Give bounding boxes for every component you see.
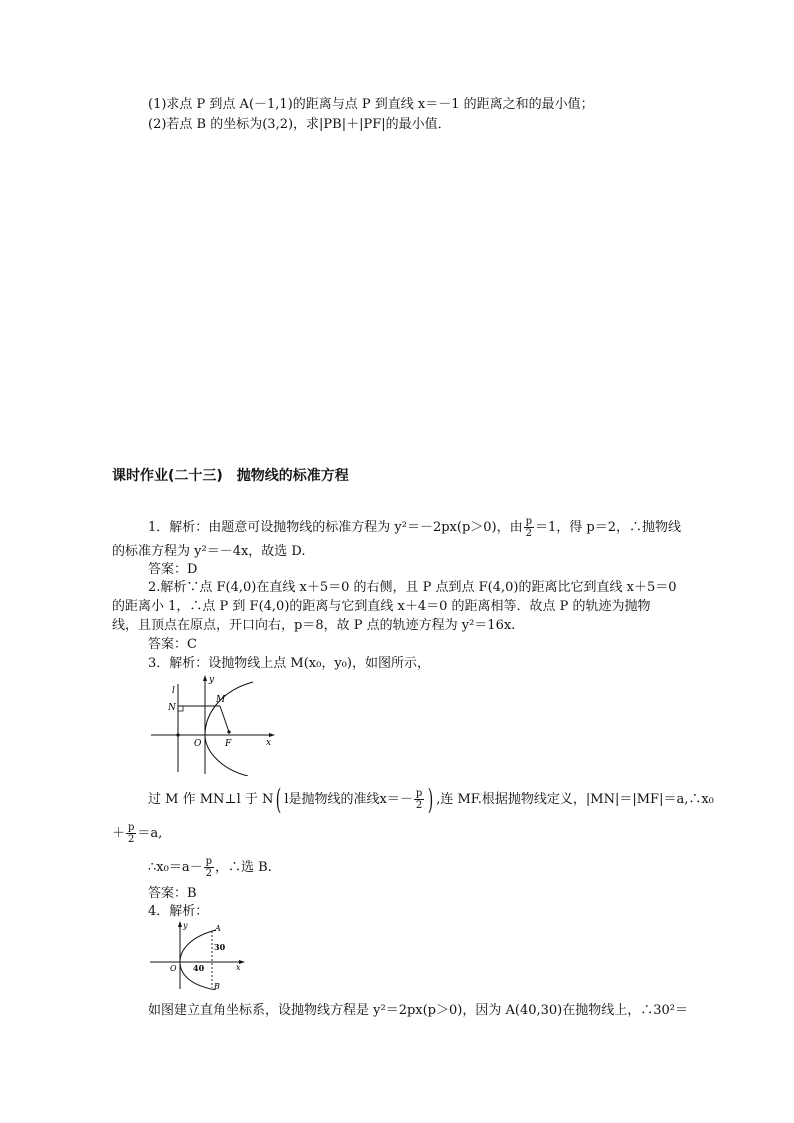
label-x: x bbox=[266, 738, 272, 748]
solution-4-bottom-line: 如图建立直角坐标系，设抛物线方程是 y²＝2px(p＞0)，因为 A(40,30)在抛物线上，∴30²＝ bbox=[148, 1003, 688, 1018]
fraction-p-over-2: $\frac{p}{2}$ bbox=[205, 856, 212, 879]
label-M: M bbox=[216, 695, 226, 705]
label-B: B bbox=[214, 982, 220, 990]
solution-3-answer: 答案：B bbox=[148, 886, 197, 901]
solution-1-answer: 答案：D bbox=[148, 562, 198, 577]
fraction-p-over-2: $\frac{p}{2}$ bbox=[415, 788, 423, 811]
problem-part-1: (1)求点 P 到点 A(－1,1)的距离与点 P 到直线 x＝－1 的距离之和的最小值； bbox=[148, 97, 594, 112]
label-F: F bbox=[225, 739, 232, 749]
solution-3-line-1: 3．解析：设抛物线上点 M(x₀，y₀)，如图所示， bbox=[148, 656, 430, 671]
section-title: 课时作业(二十三) 抛物线的标准方程 bbox=[112, 468, 349, 484]
solution-3-paragraph-3: ∴x₀＝a－ $\frac{p}{2}$ ，∴选 B. bbox=[148, 856, 272, 879]
solution-3-paragraph-1: 过 M 作 MN⊥l 于 N( l是抛物线的准线x＝－ $\frac{p}{2}$ ) ,连 MF.根据抛物线定义，|MN|＝|MF|＝a,∴x₀ bbox=[148, 782, 714, 816]
parabola-figure-3 bbox=[148, 672, 278, 776]
solution-3-paragraph-2: ＋ $\frac{p}{2}$ ＝a, bbox=[112, 822, 163, 845]
solution-1-line-1: 1．解析：由题意可设抛物线的标准方程为 y²＝－2px(p＞0)，由 $\frac{p}{2}$ ＝1，得 p＝2，∴抛物线 bbox=[148, 516, 682, 539]
solution-2-line-3: 线，且顶点在原点，开口向右，p＝8，故 P 点的轨迹方程为 y²＝16x. bbox=[112, 618, 516, 633]
label-N: N bbox=[168, 703, 176, 713]
parabola-figure-4 bbox=[150, 918, 250, 990]
label-l: l bbox=[172, 686, 175, 696]
label-x: x bbox=[236, 963, 241, 972]
label-y: y bbox=[183, 921, 188, 930]
problem-part-2: (2)若点 B 的坐标为(3,2)，求|PB|＋|PF|的最小值． bbox=[148, 117, 451, 132]
fraction-p-over-2: $\frac{p}{2}$ bbox=[128, 822, 135, 845]
solution-2-line-1: 2.解析∵点 F(4,0)在直线 x＋5＝0 的右侧，且 P 点到点 F(4,0)的距离比它到直线 x＋5＝0 bbox=[148, 580, 677, 595]
solution-1-line-2: 的标准方程为 y²＝－4x，故选 D. bbox=[112, 544, 306, 559]
label-30: 30 bbox=[214, 942, 226, 952]
label-y: y bbox=[209, 675, 215, 685]
solution-2-answer: 答案：C bbox=[148, 637, 197, 652]
label-O: O bbox=[170, 964, 177, 973]
fraction-p-over-2: $\frac{p}{2}$ bbox=[525, 516, 533, 539]
solution-4-line-1: 4．解析： bbox=[148, 904, 209, 919]
label-O: O bbox=[194, 739, 202, 749]
solution-2-line-2: 的距离小 1，∴点 P 到 F(4,0)的距离与它到直线 x＋4＝0 的距离相等．故点 P 的轨迹为抛物 bbox=[112, 599, 651, 614]
label-40: 40 bbox=[193, 963, 205, 973]
label-A: A bbox=[215, 924, 221, 933]
